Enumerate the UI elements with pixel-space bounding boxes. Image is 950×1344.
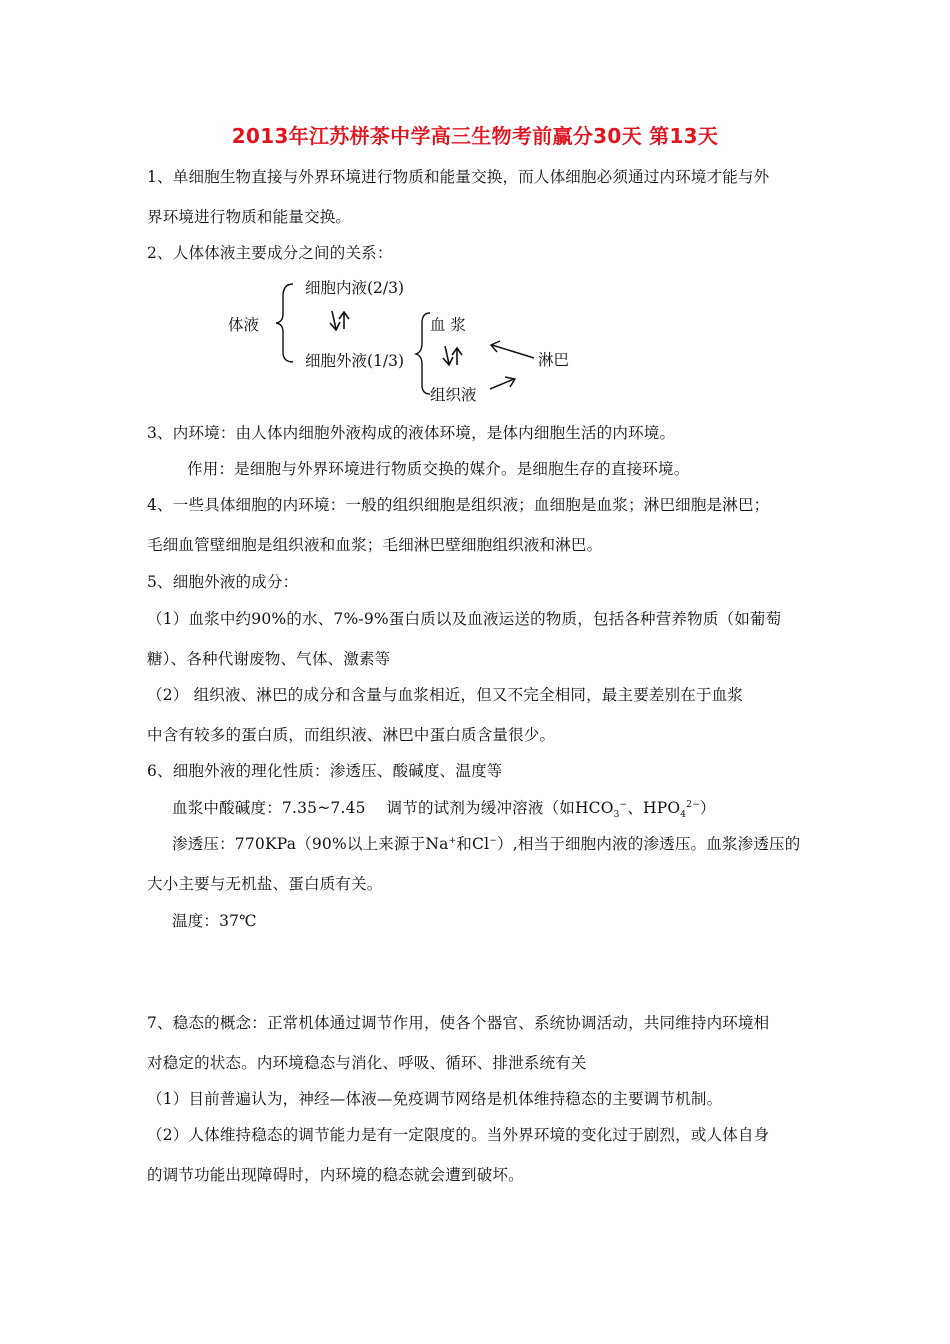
paragraph-5-1-line-1: （1）血浆中约90%的水、7%-9%蛋白质以及血液运送的物质，包括各种营养物质（如葡萄: [147, 610, 782, 628]
paragraph-5-2-line-2: 中含有较多的蛋白质，而组织液、淋巴中蛋白质含量很少。: [147, 726, 556, 744]
double-arrow-1: [330, 311, 349, 330]
paragraph-1-line-2: 界环境进行物质和能量交换。: [147, 208, 352, 226]
page-title: 2013年江苏栟茶中学高三生物考前赢分30天 第13天: [231, 124, 719, 148]
paragraph-5-1-line-2: 糖）、各种代谢废物、气体、激素等: [147, 650, 391, 668]
paragraph-4-line-2: 毛细血管壁细胞是组织液和血浆；毛细淋巴壁细胞组织液和淋巴。: [147, 536, 603, 554]
paragraph-6-ph: [172, 796, 716, 820]
paragraph-7-line-2: 对稳定的状态。内环境稳态与消化、呼吸、循环、排泄系统有关: [147, 1054, 587, 1072]
ph-sub-4: 4: [680, 810, 687, 821]
paragraph-2: 2、人体体液主要成分之间的关系：: [147, 244, 393, 262]
paragraph-4-line-1: 4、一些具体细胞的内环境：一般的组织细胞是组织液；血细胞是血浆；淋巴细胞是淋巴；: [147, 496, 770, 514]
ph-sub-3: 3: [613, 810, 620, 821]
label-intracellular-fluid: 细胞内液(2/3): [305, 279, 405, 297]
label-extracellular-fluid: 细胞外液(1/3): [305, 352, 405, 370]
os-text-a: 渗透压：770KPa（90%以上来源于Na: [172, 835, 449, 853]
paragraph-5-2-line-1: （2） 组织液、淋巴的成分和含量与血浆相近，但又不完全相同，最主要差别在于血浆: [147, 686, 744, 704]
arrow-tissue-to-lymph: [490, 377, 515, 389]
paragraph-6-osmotic: [172, 832, 800, 854]
paragraph-7-2-line-2: 的调节功能出现障碍时，内环境的稳态就会遭到破坏。: [147, 1166, 524, 1184]
os-text-b: 和Cl: [456, 835, 490, 853]
label-tissue-fluid: 组织液: [430, 386, 477, 404]
ph-text-c: 、HPO: [627, 799, 681, 817]
ph-sup-minus: −: [619, 799, 628, 810]
paragraph-6: 6、细胞外液的理化性质：渗透压、酸碱度、温度等: [147, 762, 503, 780]
arrow-lymph-to-plasma: [491, 341, 534, 358]
os-sup-plus: +: [448, 835, 457, 846]
double-arrow-2: [443, 346, 462, 365]
label-plasma: 血 浆: [430, 316, 466, 334]
ph-sup-2minus: 2−: [686, 799, 700, 810]
os-text-c: ）,相当于细胞内液的渗透压。血浆渗透压的: [497, 835, 801, 853]
paragraph-5: 5、细胞外液的成分：: [147, 573, 299, 591]
paragraph-3: 3、内环境：由人体内细胞外液构成的液体环境，是体内细胞生活的内环境。: [147, 424, 676, 442]
ph-text-a: 血浆中酸碱度：7.35~7.45 调节的试剂为缓冲溶液（如HCO: [172, 799, 614, 817]
brace-right: [416, 313, 430, 394]
paragraph-7-1: （1）目前普遍认为，神经—体液—免疫调节网络是机体维持稳态的主要调节机制。: [147, 1090, 723, 1108]
paragraph-7-line-1: 7、稳态的概念：正常机体通过调节作用，使各个器官、系统协调活动，共同维持内环境相: [147, 1014, 770, 1032]
label-body-fluid: 体液: [228, 316, 260, 334]
paragraph-3-function: 作用：是细胞与外界环境进行物质交换的媒介。是细胞生存的直接环境。: [187, 460, 690, 478]
paragraph-6-osmotic-line-2: 大小主要与无机盐、蛋白质有关。: [147, 875, 383, 893]
paragraph-6-temperature: 温度：37℃: [172, 912, 257, 930]
diagram-lines: [0, 0, 950, 420]
paragraph-1-line-1: 1、单细胞生物直接与外界环境进行物质和能量交换，而人体细胞必须通过内环境才能与外: [147, 168, 770, 186]
ph-text-e: ）: [699, 799, 716, 817]
label-lymph: 淋巴: [538, 351, 570, 369]
os-sup-minus: −: [489, 835, 498, 846]
brace-left: [276, 284, 293, 362]
paragraph-7-2-line-1: （2）人体维持稳态的调节能力是有一定限度的。当外界环境的变化过于剧烈，或人体自身: [147, 1126, 770, 1144]
